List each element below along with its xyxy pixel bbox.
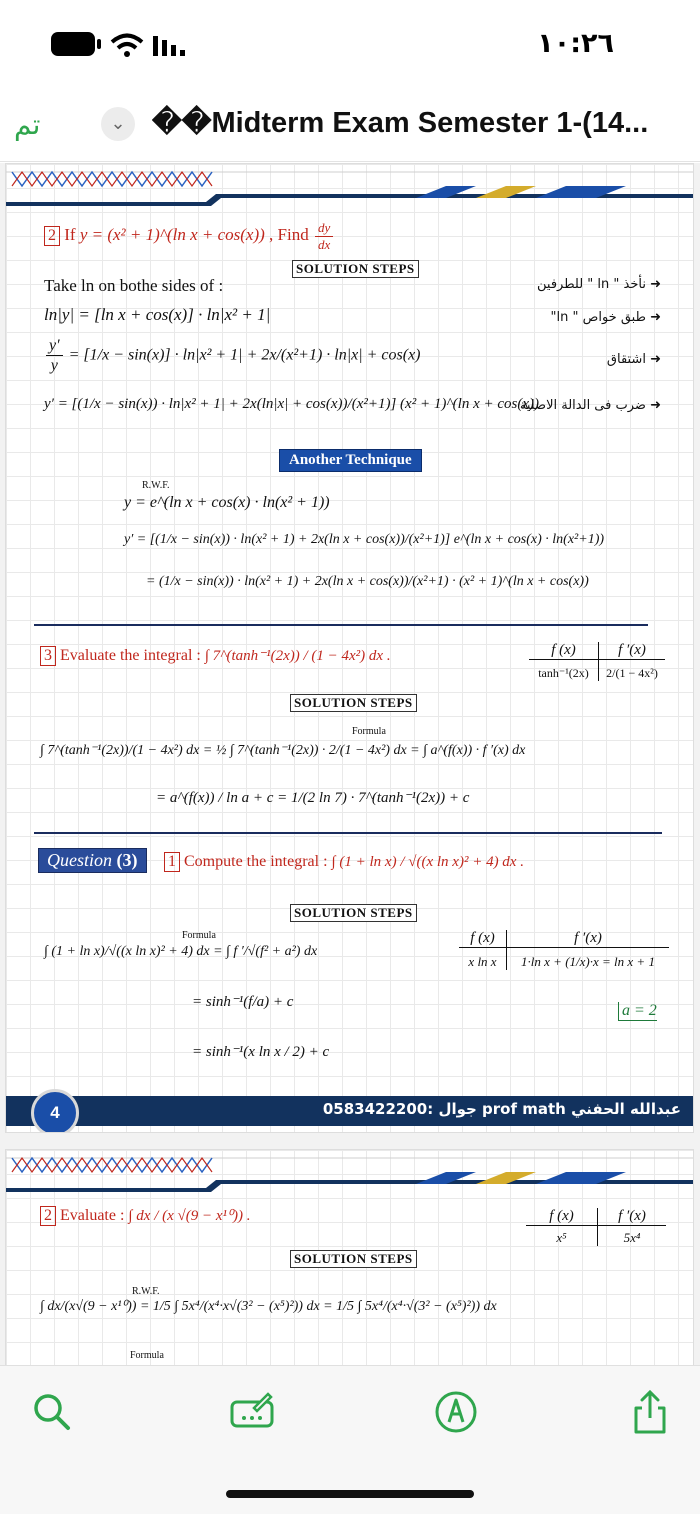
- q3-statement: [40, 646, 391, 666]
- p2-table-fp: f ′(x): [618, 1208, 646, 1224]
- q2-find: , Find: [269, 225, 309, 244]
- p2-q2-number: 2: [40, 1206, 56, 1226]
- p2-table-fv: x⁵: [526, 1226, 598, 1246]
- q3-text: Evaluate the integral :: [60, 647, 201, 664]
- nav-bar: [0, 90, 700, 162]
- arrow-icon: ➜: [650, 277, 661, 292]
- chevron-down-icon[interactable]: ⌄: [101, 107, 135, 141]
- rwf-label: R.W.F.: [142, 480, 170, 491]
- q1-a-value: a = 2: [618, 1002, 657, 1021]
- q2-text: If: [64, 225, 76, 244]
- question-label: [38, 848, 147, 873]
- status-time: ١٠:٢٦: [537, 28, 614, 59]
- q2-equation: y = (x² + 1)^(ln x + cos(x)): [79, 225, 265, 244]
- step-3: y′ = [(1/x − sin(x)) · ln|x² + 1| + 2x(ln|x| + cos(x))/(x²+1)] (x² + 1)^(ln x + cos(x)): [44, 396, 539, 412]
- formula-label: Formula: [130, 1350, 164, 1361]
- p2-step-1: ∫ dx/(x√(9 − x¹⁰)) = 1/5 ∫ 5x⁴/(x⁴·x√(3² − (x⁵)²)) dx = 1/5 ∫ 5x⁴/(x⁴·√(3² − (x⁵)²)) dx: [40, 1299, 497, 1314]
- arabic-note-3-text: اشتقاق: [606, 352, 646, 367]
- step-2-rhs: = [1/x − sin(x)] · ln|x² + 1| + 2x/(x²+1) · ln|x| + cos(x): [68, 346, 421, 364]
- document-title[interactable]: ��Midterm Exam Semester 1-(14...: [152, 107, 649, 139]
- header-decoration: [6, 164, 694, 210]
- q2-number: 2: [44, 226, 60, 246]
- arrow-icon: ➜: [650, 352, 661, 367]
- q1-table-fp: f ′(x): [574, 930, 602, 946]
- search-icon[interactable]: [28, 1388, 76, 1436]
- arabic-note-3: [607, 352, 661, 367]
- q3-table: [529, 642, 665, 681]
- page-number-badge: 4: [31, 1089, 79, 1133]
- divider: [34, 832, 662, 834]
- another-technique-label: Another Technique: [279, 449, 422, 472]
- solution-steps-label: SOLUTION STEPS: [290, 694, 417, 712]
- formula-label: Formula: [352, 726, 386, 737]
- markup-icon[interactable]: [228, 1388, 276, 1436]
- arrow-icon: ➜: [650, 398, 661, 413]
- p2-q2-integral: ∫ dx / (x √(9 − x¹⁰)) .: [128, 1208, 251, 1224]
- q3-step-1: ∫ 7^(tanh⁻¹(2x))/(1 − 4x²) dx = ½ ∫ 7^(tanh⁻¹(2x)) · 2/(1 − 4x²) dx = ∫ a^(f(x)) · f ′(x) dx: [40, 743, 526, 758]
- step-2-lhs-num: y′: [46, 336, 63, 356]
- q3-table-f: f (x): [529, 642, 599, 659]
- rwf-label: R.W.F.: [132, 1286, 160, 1297]
- q3-table-fv: tanh⁻¹(2x): [529, 660, 599, 681]
- q1-statement: [164, 852, 524, 872]
- arabic-note-1: [537, 277, 661, 292]
- home-indicator[interactable]: [226, 1490, 474, 1498]
- arabic-note-2: [551, 310, 661, 325]
- question-number: (3): [116, 850, 138, 870]
- done-button[interactable]: تم: [14, 108, 41, 141]
- q1-table-fv: x ln x: [459, 948, 507, 970]
- q3-table-fpv: 2/(1 − 4x²): [606, 666, 658, 680]
- p2-table-fpv: 5x⁴: [623, 1230, 641, 1245]
- q3-table-fp: f ′(x): [618, 642, 646, 658]
- q3-integral: ∫ 7^(tanh⁻¹(2x)) / (1 − 4x²) dx .: [204, 648, 391, 664]
- step-2-lhs-den: y: [50, 357, 58, 375]
- divider: [34, 624, 648, 626]
- q1-table-fpv: 1·ln x + (1/x)·x = ln x + 1: [521, 954, 655, 969]
- step-1: ln|y| = [ln x + cos(x)] · ln|x² + 1|: [44, 305, 271, 324]
- q1-table-f: f (x): [459, 930, 507, 947]
- alt-step-3: = (1/x − sin(x)) · ln(x² + 1) + 2x(ln x + cos(x))/(x²+1) · (x² + 1)^(ln x + cos(x)): [146, 574, 589, 589]
- take-ln-text: Take ln on bothe sides of :: [44, 276, 224, 295]
- q1-integral: ∫ (1 + ln x) / √((x ln x)² + 4) dx .: [331, 854, 524, 870]
- arrow-icon: ➜: [650, 310, 661, 325]
- q1-text: Compute the integral :: [184, 853, 328, 870]
- question-label-text: Question: [47, 850, 112, 870]
- status-bar: [0, 0, 700, 90]
- step-2: [44, 336, 421, 375]
- q2-dy: dy: [315, 220, 333, 237]
- q1-step-2: = sinh⁻¹(f/a) + c: [192, 994, 294, 1010]
- solution-steps-label: SOLUTION STEPS: [290, 904, 417, 922]
- p2-table: [526, 1208, 666, 1246]
- q2-statement: [44, 220, 335, 252]
- q1-step-1: ∫ (1 + ln x)/√((x ln x)² + 4) dx = ∫ f ′/√(f² + a²) dx: [44, 944, 318, 959]
- alt-step-1: y = e^(ln x + cos(x) · ln(x² + 1)): [124, 494, 330, 511]
- page-footer: [6, 1096, 694, 1126]
- q3-step-2: = a^(f(x)) / ln a + c = 1/(2 ln 7) · 7^(tanh⁻¹(2x)) + c: [156, 790, 470, 806]
- p2-q2-text: Evaluate :: [60, 1207, 125, 1224]
- p2-q2-statement: [40, 1206, 251, 1226]
- arabic-note-2-text: طبق خواص " ln": [550, 310, 646, 325]
- arabic-note-1-text: نأخذ " ln " للطرفين: [537, 277, 646, 292]
- share-icon[interactable]: [626, 1388, 674, 1436]
- wifi-icon: [110, 33, 144, 57]
- q1-number: 1: [164, 852, 180, 872]
- alt-step-2: y′ = [(1/x − sin(x)) · ln(x² + 1) + 2x(ln x + cos(x))/(x²+1)] e^(ln x + cos(x) · ln(x²+1)): [124, 532, 605, 547]
- p2-table-f: f (x): [526, 1208, 598, 1225]
- q2-dx: dx: [317, 236, 331, 252]
- formula-label: Formula: [182, 930, 216, 941]
- q3-number: 3: [40, 646, 56, 666]
- header-decoration: [6, 1150, 694, 1196]
- pdf-page: [5, 1149, 694, 1365]
- arabic-note-4: [520, 398, 661, 413]
- battery-icon: [50, 31, 102, 57]
- signal-icon: [152, 34, 192, 58]
- solution-steps-label: SOLUTION STEPS: [290, 1250, 417, 1268]
- pen-icon[interactable]: [432, 1388, 480, 1436]
- document-viewer[interactable]: [0, 163, 700, 1365]
- q1-step-3: = sinh⁻¹(x ln x / 2) + c: [192, 1044, 330, 1060]
- arabic-note-4-text: ضرب فى الدالة الاصلية: [519, 398, 646, 413]
- footer-text: عبدالله الحفني prof math جوال :0583422200: [322, 1100, 681, 1118]
- pdf-page: [5, 163, 694, 1133]
- solution-steps-label: SOLUTION STEPS: [292, 260, 419, 278]
- q1-table: [459, 930, 669, 970]
